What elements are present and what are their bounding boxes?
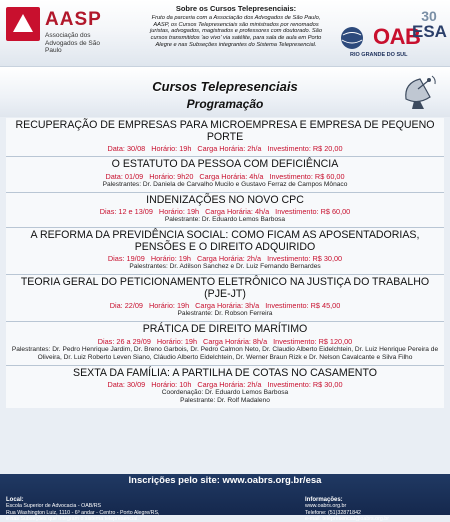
page-subtitle: Programação	[186, 97, 264, 111]
course-time: Horário: 19h	[158, 207, 200, 216]
course-price: Investimento: R$ 60,00	[275, 207, 351, 216]
satellite-dish-icon	[400, 71, 440, 111]
course-hours: Carga Horária: 4h/a	[199, 171, 264, 181]
email-link[interactable]: e-mail: telepresencial@oabrs.org.br	[305, 515, 389, 522]
course-item	[6, 365, 444, 409]
contact-title: Informações:	[305, 497, 343, 503]
course-time: Horário: 19h	[150, 254, 191, 263]
course-speakers: Palestrantes: Dr. Pedro Henrique Jardim, Dr. Breno Garbois, Dr. Pedro Calmon Neto, Dr. Claudio Alberto Eidelchtein, Dr. Luiz Henrique Pereira de Oliveira, Dr. Luiz Roberto Leven Siano, Cláudio Alberto Eidelchtein, Dr. Werner Braun Rizk e Dr. Nelson Cavalcante e Silva Filho	[11, 345, 439, 361]
location-line: Escola Superior de Advocacia - OAB/RS	[6, 503, 102, 510]
header	[0, 0, 450, 67]
course-title: O ESTATUTO DA PESSOA COM DEFICIÊNCIA	[111, 158, 339, 170]
course-meta	[10, 207, 440, 216]
course-meta	[10, 337, 440, 346]
course-time: Horário: 19h	[151, 144, 192, 153]
course-title: PRÁTICA DE DIREITO MARÍTIMO	[142, 323, 308, 335]
course-date: Dias: 19/09	[107, 254, 145, 263]
about-title: Sobre os Cursos Telepresenciais:	[175, 4, 297, 13]
course-date: Dia: 22/09	[109, 301, 143, 310]
course-hours: Carga Horária: 3h/a	[195, 301, 260, 310]
course-date: Data: 01/09	[105, 171, 144, 181]
course-time: Horário: 9h20	[149, 171, 194, 181]
course-meta	[10, 380, 440, 389]
course-meta	[10, 254, 440, 263]
location-info	[6, 497, 216, 522]
course-item	[6, 156, 444, 192]
course-speakers: Palestrante: Dr. Eduardo Lemos Barbosa	[164, 216, 286, 223]
about-box	[150, 4, 322, 49]
course-price: Investimento: R$ 60,00	[269, 171, 345, 181]
course-item	[6, 227, 444, 274]
course-meta	[10, 144, 440, 153]
location-title: Local:	[6, 497, 24, 503]
esa-logo-text: ESA	[412, 22, 447, 41]
course-title: A REFORMA DA PREVIDÊNCIA SOCIAL: COMO FICAM AS APOSENTADORIAS, PENSÕES E O DIREITO ADQUIRIDO	[30, 229, 420, 253]
website-link[interactable]: www.oabrs.org.br	[305, 503, 347, 510]
course-title: SEXTA DA FAMÍLIA: A PARTILHA DE COTAS NO CASAMENTO	[73, 366, 377, 379]
course-title: TEORIA GERAL DO PETICIONAMENTO ELETRÔNICO NA JUSTIÇA DO TRABALHO (PJE-JT)	[20, 276, 430, 300]
course-meta	[10, 172, 440, 181]
course-item	[6, 192, 444, 228]
course-speakers: Palestrantes: Dr. Adilson Sanchez e Dr. Luiz Fernando Bernardes	[129, 263, 321, 270]
aasp-name: AASP	[45, 9, 102, 30]
course-coordinator: Coordenação: Dr. Eduardo Lemos Barbosa	[161, 389, 289, 396]
location-line: Rua Washington Luiz, 1110 - 6º andar - Centro - Porto Alegre/RS,	[6, 509, 160, 516]
course-price: Investimento: R$ 45,00	[265, 301, 341, 310]
course-speakers: Palestrantes: Dr. Daniela de Carvalho Mucilo e Gustavo Ferraz de Campos Mônaco	[102, 180, 348, 188]
title-band	[0, 67, 450, 117]
course-date: Dias: 12 e 13/09	[99, 207, 153, 216]
course-list	[6, 118, 444, 408]
oab-logo-text: OAB	[373, 24, 421, 49]
registration-link[interactable]: Inscrições pelo site: www.oabrs.org.br/esa	[128, 475, 322, 486]
course-time: Horário: 19h	[148, 301, 190, 310]
course-item	[6, 274, 444, 321]
course-speakers: Palestrante: Dr. Robson Ferreira	[177, 310, 273, 317]
course-title: INDENIZAÇÕES NO NOVO CPC	[146, 193, 304, 206]
page-title: Cursos Telepresenciais	[152, 79, 298, 94]
course-hours: Carga Horária: 2h/a	[196, 254, 262, 263]
course-hours: Carga Horária: 2h/a	[197, 380, 262, 389]
course-hours: Carga Horária: 8h/a	[203, 336, 268, 346]
course-speakers: Palestrante: Dr. Rolf Madaleno	[180, 397, 270, 404]
course-price: Investimento: R$ 120,00	[273, 336, 353, 346]
course-hours: Carga Horária: 2h/a	[197, 144, 262, 153]
course-date: Dias: 26 a 29/09	[97, 336, 151, 346]
contact-info	[305, 497, 445, 522]
course-item	[6, 118, 444, 156]
course-item	[6, 321, 444, 365]
about-text: Fruto da parceria com a Associação dos Advogados de São Paulo, AASP, os Cursos Telepresenciais são ministrados por renomados juristas, advogados, magistrados e professores com doutorado. São cursos transmitidos 'ao vivo' via satélite, para sala de aula em Porto Alegre e nas Subseções integrantes do Sistema Telepresencial.	[150, 15, 322, 48]
course-time: Horário: 19h	[156, 336, 198, 346]
esa-anniversary: 30	[421, 8, 437, 24]
course-date: Data: 30/08	[107, 144, 146, 153]
course-price: Investimento: R$ 30,00	[267, 380, 343, 389]
course-date: Data: 30/09	[107, 380, 146, 389]
phone-number: Telefone: (51)32871842	[305, 509, 361, 516]
course-meta	[10, 301, 440, 310]
oab-subtitle: RIO GRANDE DO SUL	[350, 52, 408, 58]
course-price: Investimento: R$ 20,00	[267, 144, 343, 153]
aasp-logo-icon	[6, 7, 40, 41]
course-hours: Carga Horária: 4h/a	[205, 207, 270, 216]
course-time: Horário: 10h	[151, 380, 192, 389]
esa-logo	[412, 9, 446, 41]
course-title: RECUPERAÇÃO DE EMPRESAS PARA MICROEMPRESA E EMPRESA DE PEQUENO PORTE	[15, 119, 435, 143]
aasp-subtitle: Associação dos Advogados de São Paulo	[45, 32, 100, 54]
course-price: Investimento: R$ 30,00	[267, 254, 343, 263]
location-line: e nas Subseções que integram o sistema telepresencial.	[6, 515, 139, 522]
